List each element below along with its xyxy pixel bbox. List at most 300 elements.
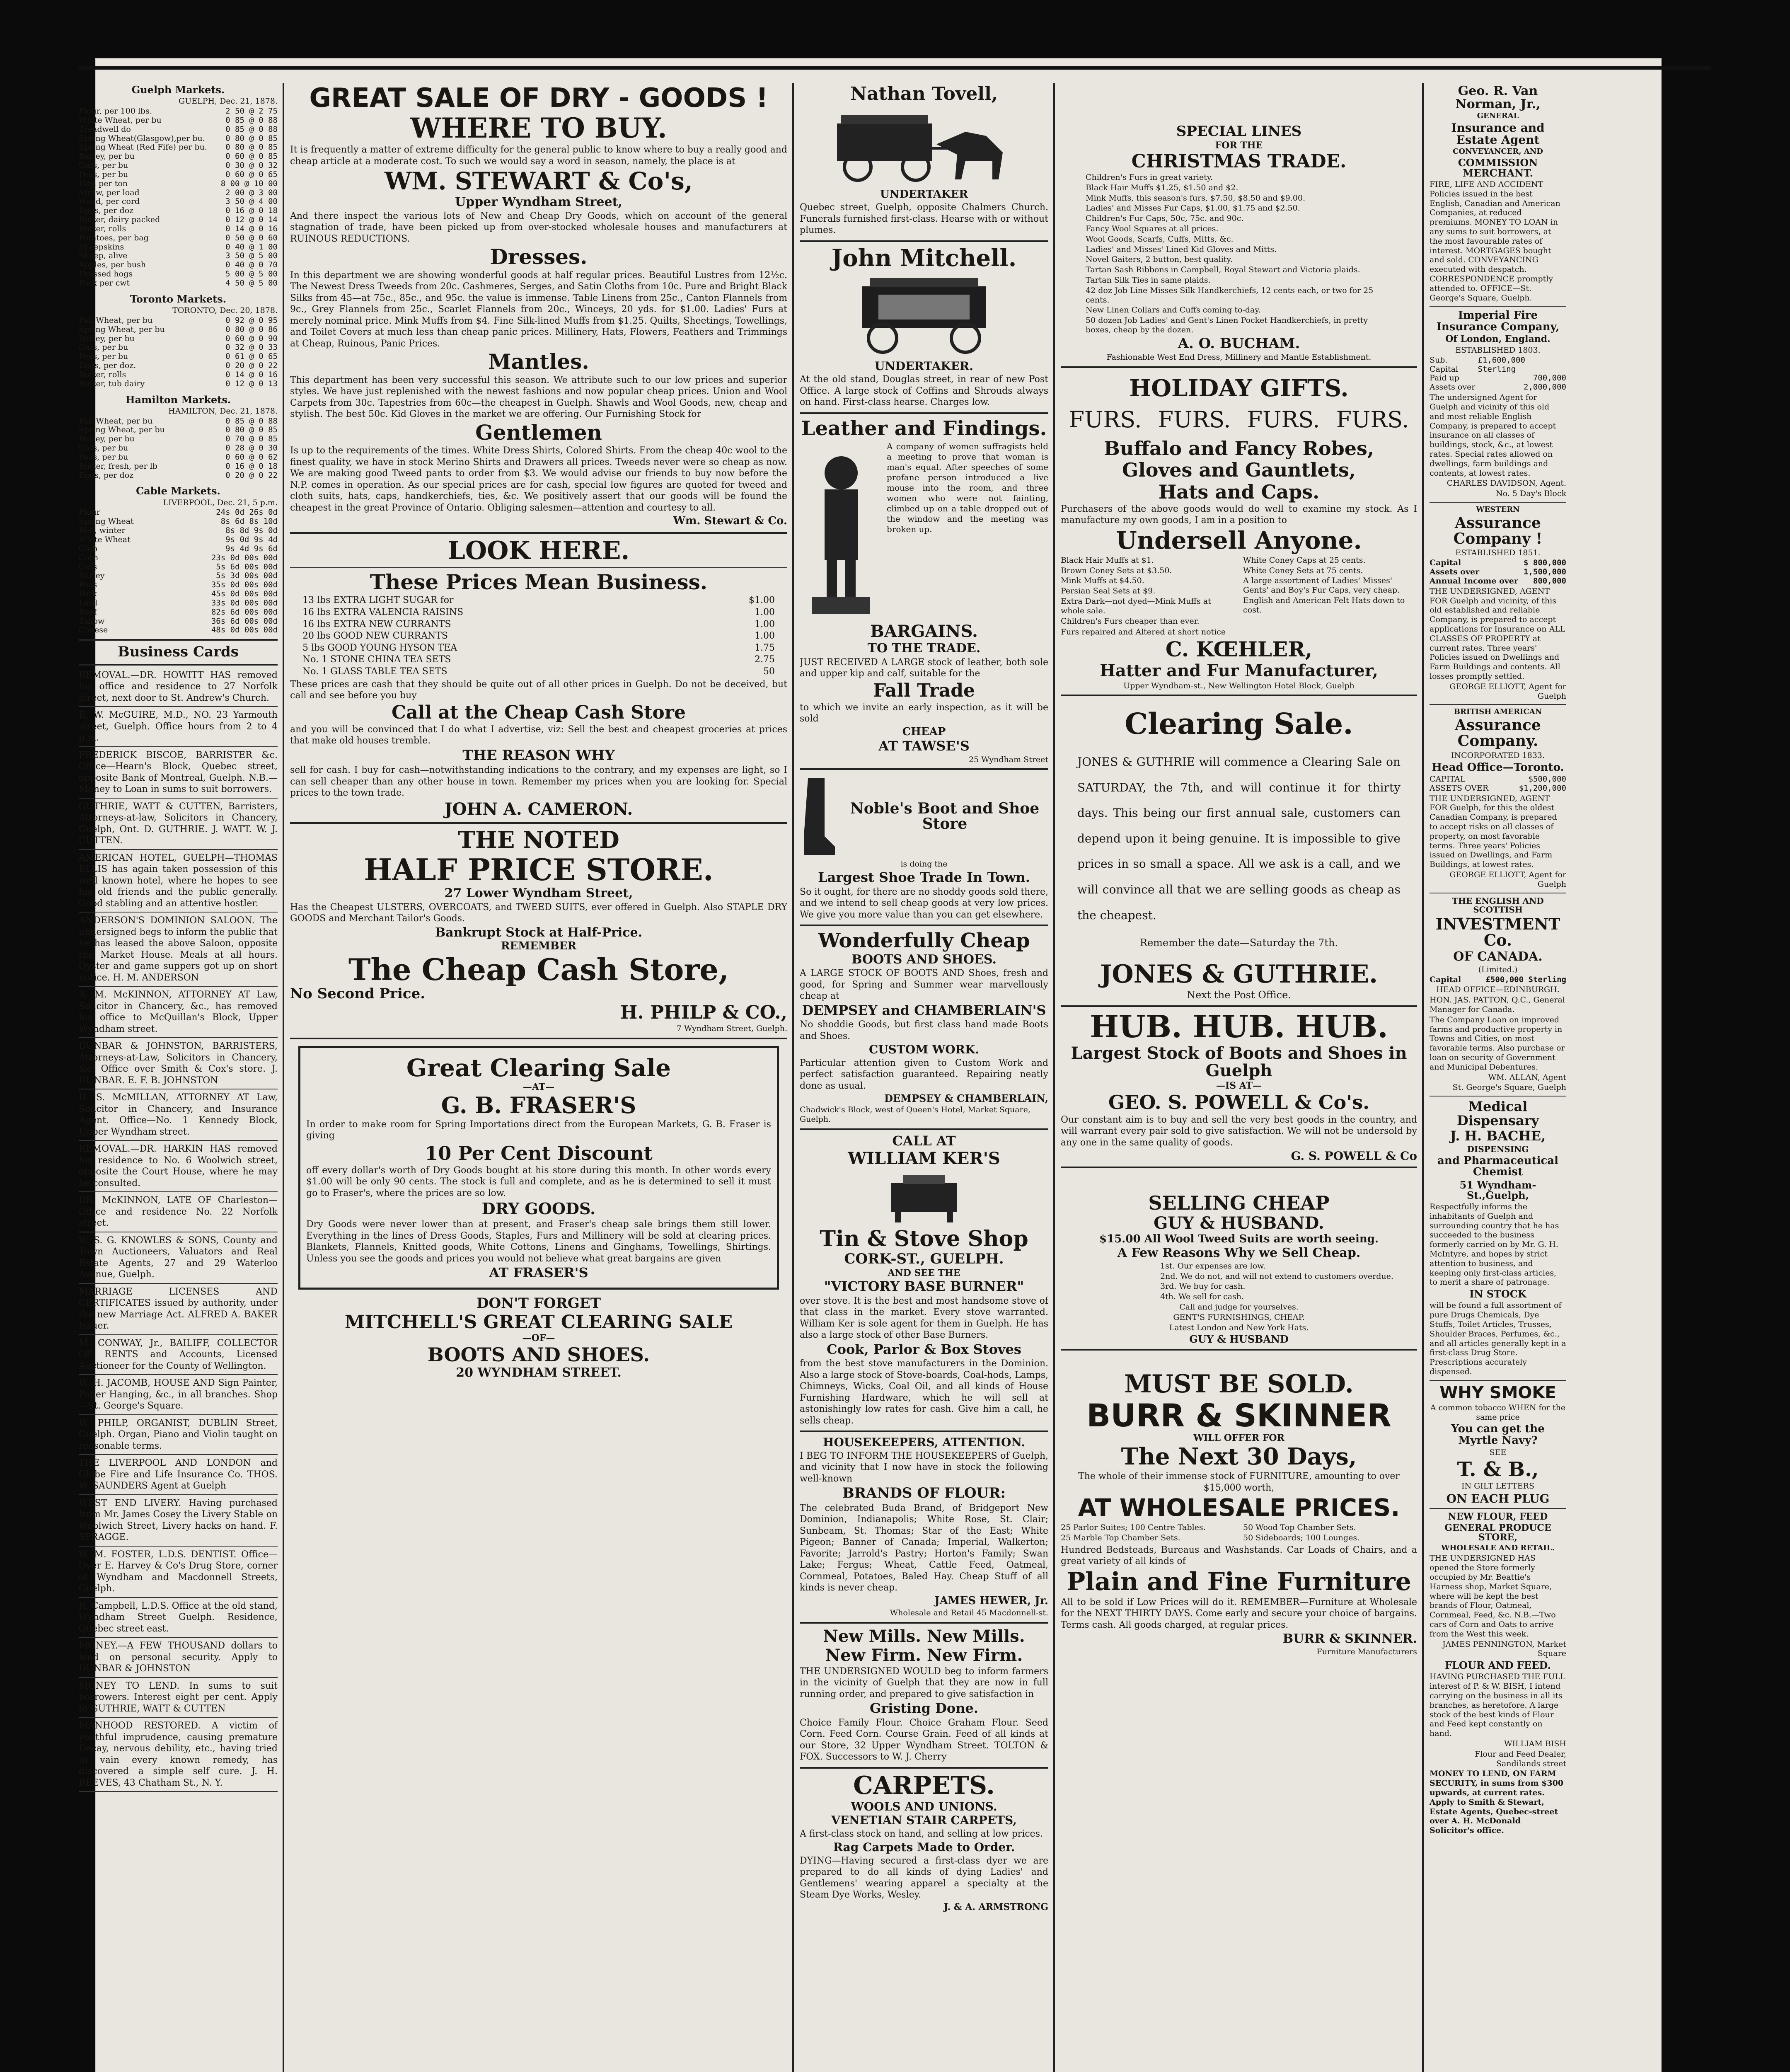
toronto-markets-title: Toronto Markets. — [130, 293, 227, 305]
market-row: Spring Wheat 8s 6d 8s 10d — [79, 517, 278, 526]
burr-more: Hundred Bedsteads, Bureaus and Washstands. Car Loads of Chairs, and a great variety of all kinds of — [1061, 1544, 1417, 1567]
general-label: GENERAL — [1477, 111, 1519, 120]
burr-signature: BURR & SKINNER. — [1282, 1631, 1417, 1646]
column-rule — [283, 83, 284, 2072]
victory-text: over stove. It is the best and most handsome stove of that class in the market. Every stove warranted. William Ker is sole agent for them in Guelph. He has also a large stock of other Base Burners. — [800, 1295, 1048, 1341]
investment-co: INVESTMENT Co. — [1435, 914, 1560, 950]
furs-label: FURS. — [1247, 407, 1320, 433]
money-to-lend-text: MONEY TO LEND, ON FARM SECURITY, in sums from $300 upwards, at current rates. Apply to Smith & Stewart, Estate Agents, Quebec-street over A. H. McDonald Solicitor's office. — [1430, 1769, 1564, 1835]
noble-largest: Largest Shoe Trade In Town. — [818, 869, 1030, 886]
koehler-item: English and American Felt Hats down to cost. — [1243, 595, 1405, 615]
fraser-name: G. B. FRASER'S — [441, 1092, 636, 1118]
cork-street: CORK-ST., GUELPH. — [844, 1251, 1004, 1268]
column-rule — [1422, 83, 1424, 2072]
market-row: Flour, per 100 lbs. 2 50 @ 2 75 — [79, 106, 278, 116]
tovell-name: Nathan Tovell, — [850, 83, 998, 104]
undersell-anyone: Undersell Anyone. — [1116, 526, 1362, 554]
furs-label: FURS. — [1336, 407, 1409, 433]
gentlemen-text: Is up to the requirements of the times. White Dress Shirts, Colored Shirts. From the cheap 40c wool to the finest quality, we have in stock Merino Shirts and Drawers all prices. Tweeds never were so cheap as now. We are making good Tweed pants to order from $3. We would advise our friends to buy now before the N.P. comes in operation. As our special prices are for cash, special low figures are quoted for tweed and cloth suits, hats, caps, handkerchiefs, ties, &c. We positively assert that our goods will be found the cheapest in the great Province of Ontario. Obliging salesmen—attention and courtesy to all. — [290, 445, 787, 513]
column-dry-goods — [290, 83, 787, 1381]
fraser-ad-box — [298, 1046, 779, 1290]
few-reasons: A Few Reasons Why we Sell Cheap. — [1117, 1246, 1361, 1261]
davidson-address: No. 5 Day's Block — [1496, 489, 1566, 499]
must-be-sold: MUST BE SOLD. — [1124, 1369, 1354, 1399]
mantles-heading: Mantles. — [488, 349, 589, 374]
british-incorporated: INCORPORATED 1833. — [1451, 750, 1545, 760]
tawse-address: 25 Wyndham Street — [969, 755, 1048, 764]
market-row: Butter, rolls 0 14 @ 0 16 — [79, 370, 278, 379]
koehler-item: White Coney Sets at 75 cents. — [1243, 566, 1363, 575]
bankrupt-stock: Bankrupt Stock at Half-Price. — [435, 925, 643, 940]
business-card: R. Campbell, L.D.S. Office at the old stand, Wyndham Street Guelph. Residence, Quebec street east. — [79, 1600, 278, 1638]
toronto-markets-table — [79, 316, 278, 389]
column-insurance — [1430, 83, 1566, 1836]
koehler-item: Black Hair Muffs at $1. — [1061, 555, 1154, 565]
limited: (Limited.) — [1478, 965, 1518, 974]
christmas-line: Children's Fur Caps, 50c, 75c. and 90c. — [1086, 214, 1244, 223]
western-established: ESTABLISHED 1851. — [1455, 548, 1541, 558]
burr-text: The whole of their immense stock of FURNITURE, amounting to over $15,000 worth, — [1078, 1471, 1400, 1493]
business-card: M. CONWAY, Jr., BAILIFF, COLLECTOR OF RENTS and Accounts, Licensed Auctioneer for the County of Wellington. — [79, 1338, 278, 1375]
reason-item: 2nd. We do not, and will not extend to customers overdue. — [1160, 1271, 1393, 1281]
business-card: E. W. McGUIRE, M.D., NO. 23 Yarmouth street, Guelph. Office hours from 2 to 4 p.m. — [79, 709, 278, 747]
market-row: Spring Wheat(Glasgow),per bu. 0 80 @ 0 85 — [79, 133, 278, 143]
market-row: Peas, per bu 0 60 @ 0 62 — [79, 452, 278, 462]
conveyancer: CONVEYANCER, AND — [1453, 147, 1543, 156]
burr-right-list — [1243, 1522, 1417, 1544]
furniture-item: 25 Parlor Suites; 100 Centre Tables. — [1061, 1523, 1206, 1532]
fraser-heading: Great Clearing Sale — [406, 1053, 671, 1082]
no-second-price: No Second Price. — [290, 985, 426, 1002]
market-row: Peas, per bu 0 61 @ 0 65 — [79, 352, 278, 361]
price-row: 16 lbs EXTRA VALENCIA RAISINS 1.00 — [302, 607, 775, 617]
market-row: Dressed hogs 5 00 @ 5 00 — [79, 269, 278, 279]
business-card: A. M. McKINNON, ATTORNEY AT Law, Solicitor in Chancery, &c., has removed his office to McQuillan's Block, Upper Wyndham street. — [79, 989, 278, 1038]
dresses-heading: Dresses. — [490, 244, 588, 269]
market-row: Butter, fresh, per lb 0 16 @ 0 18 — [79, 461, 278, 471]
koehler-item: Children's Furs cheaper than ever. — [1061, 616, 1200, 626]
market-row: Spring Wheat, per bu 0 80 @ 0 85 — [79, 425, 278, 435]
prices-note: These prices are cash that they should be quite out of all other prices in Guelph. Do not be deceived, but call and see before you buy — [290, 679, 787, 701]
elliott-agent-2: GEORGE ELLIOTT, Agent for Guelph — [1449, 870, 1566, 889]
victory-base-burner: "VICTORY BASE BURNER" — [824, 1278, 1024, 1294]
business-card: DR. McKINNON, LATE OF Charleston—Office and residence No. 22 Norfolk street. — [79, 1195, 278, 1232]
market-row: Straw, per load 2 00 @ 3 00 — [79, 188, 278, 197]
carpets-heading: CARPETS. — [853, 1771, 995, 1800]
in-stock-text: will be found a full assortment of pure Drugs Chemicals, Dye Stuffs, Toilet Articles, Trusses, Shoulder Braces, Perfumes, &c., and all articles generally kept in a first-class Drug Store. Prescriptions accurately dispensed. — [1430, 1301, 1566, 1376]
furniture-item: 25 Marble Top Chamber Sets. — [1061, 1533, 1180, 1542]
fraser-intro: In order to make room for Spring Importations direct from the European Markets, G. B. Fraser is giving — [306, 1119, 771, 1141]
stewart-banner: GREAT SALE OF DRY - GOODS ! — [309, 83, 768, 114]
mitchell-name: John Mitchell. — [831, 244, 1017, 272]
and-see-label: AND SEE THE — [888, 1267, 960, 1278]
fraser-at: —AT— — [522, 1081, 555, 1092]
business-card: W. H. JACOMB, HOUSE AND Sign Painter, Paper Hanging, &c., in all branches. Shop—St. George's Square. — [79, 1377, 278, 1415]
business-card: FREDERICK BISCOE, BARRISTER &c. Office—Hearn's Block, Quebec street, opposite Bank of Montreal, Guelph. N.B.—Money to Loan in sums to suit borrowers. — [79, 750, 278, 799]
produce-text: THE UNDERSIGNED HAS opened the Store formerly occupied by Mr. Beattie's Harness shop, Market Square, where will be kept the best brands of Flour, Oatmeal, Cornmeal, Feed, &c. N.B.—Two cars of Corn and Oats to arrive from the West this week. — [1430, 1554, 1556, 1639]
market-row: White Wheat 9s 0d 9s 4d — [79, 535, 278, 544]
christmas-line: Black Hair Muffs $1.25, $1.50 and $2. — [1086, 183, 1238, 192]
special-lines: SPECIAL LINES — [1176, 123, 1302, 140]
new-firm: New Firm. New Firm. — [825, 1645, 1023, 1665]
koehler-title: Hatter and Fur Manufacturer, — [1100, 661, 1378, 680]
mitchell-clearing-sale: MITCHELL'S GREAT CLEARING SALE — [344, 1311, 733, 1333]
fraser-at-2: AT FRASER'S — [489, 1265, 588, 1281]
call-and-judge: Call and judge for yourselves. — [1179, 1302, 1299, 1312]
bache-address: 51 Wyndham-St.,Guelph, — [1459, 1179, 1536, 1201]
stove-icon — [800, 1171, 1048, 1225]
capital-row: ASSETS OVER $1,200,000 — [1430, 783, 1566, 793]
business-cards-title: Business Cards — [118, 644, 239, 661]
noted-heading: THE NOTED — [458, 826, 619, 854]
venetian-text: A first-class stock on hand, and selling at low prices. — [800, 1828, 1043, 1839]
buffalo-robes: Buffalo and Fancy Robes, — [1104, 437, 1374, 460]
business-card: MARRIAGE LICENSES AND CERTIFICATES issued by authority, under the new Marriage Act. ALFRED A. BAKER Issuer. — [79, 1286, 278, 1335]
pharmaceutical-chemist: and Pharmaceutical Chemist — [1437, 1155, 1559, 1179]
gentlemen-heading: Gentlemen — [475, 420, 602, 445]
market-row: Eggs, per doz 0 16 @ 0 18 — [79, 206, 278, 215]
british-capital-table — [1430, 775, 1566, 793]
investment-capital-row: Capital £500,000 Sterling — [1430, 975, 1566, 984]
christmas-line: Mink Muffs, this season's furs, $7.50, $8.50 and $9.00. — [1086, 193, 1306, 203]
koehler-left-list — [1061, 555, 1235, 627]
latest-hats: Latest London and New York Hats. — [1169, 1323, 1309, 1332]
boots-shoes-label: BOOTS AND SHOES. — [851, 952, 997, 967]
of-canada: OF CANADA. — [1453, 949, 1543, 964]
christmas-line: Tartan Sash Ribbons in Campbell, Royal Stewart and Victoria plaids. — [1086, 265, 1360, 275]
hamilton-markets-title: Hamilton Markets. — [125, 393, 231, 406]
business-card: REMOVAL.—DR. HARKIN HAS removed his residence to No. 6 Woolwich street, opposite the Court House, where he may be consulted. — [79, 1143, 278, 1192]
business-card: MANHOOD RESTORED. A victim of youthful imprudence, causing premature Decay, nervous debility, etc., having tried in vain every known remedy, has discovered a simple self cure. J. H. REEVES, 43 Chatham St., N. Y. — [79, 1720, 278, 1792]
market-row: Flour 24s 0d 26s 0d — [79, 508, 278, 517]
christmas-line: Novel Gaiters, 2 button, best quality. — [1086, 255, 1233, 264]
market-row: Fall Wheat, per bu 0 92 @ 0 95 — [79, 315, 278, 325]
capital-row: CAPITAL $500,000 — [1430, 774, 1566, 784]
tawse-text: JUST RECEIVED A LARGE stock of leather, both sole and upper kip and calf, suitable for the — [800, 657, 1048, 679]
mitchell-address: 20 WYNDHAM STREET. — [456, 1365, 622, 1380]
brands-of-flour: BRANDS OF FLOUR: — [842, 1485, 1006, 1502]
bish-name: WILLIAM BISH — [1504, 1739, 1566, 1748]
market-row: Oats, per bu 0 30 @ 0 32 — [79, 161, 278, 170]
reason-item: 1st. Our expenses are low. — [1160, 1261, 1266, 1271]
british-text: THE UNDERSIGNED, AGENT FOR Guelph, for this the oldest Canadian Company, is prepared to accept risks on all classes of property, on most favorable terms. Three years' Policies issued on Dwellings, and Farm Buildings, at lowest rates. — [1430, 794, 1557, 869]
will-offer: WILL OFFER FOR — [1193, 1433, 1284, 1444]
koehler-item: Persian Seal Sets at $9. — [1061, 586, 1156, 596]
market-row: Beef 82s 6d 00s 00d — [79, 607, 278, 617]
price-row: 20 lbs GOOD NEW CURRANTS 1.00 — [302, 631, 775, 641]
fire-life-text: FIRE, LIFE AND ACCIDENT Policies issued in the best English, Canadian and American Companies, at reduced premiums. MONEY TO LOAN in any sums to suit borrowers, at the most favourable rates of interest. MORTGAGES bought and sold. CONVEYANCING executed with despatch. CORRESPONDENCE promptly attended to. OFFICE—St. George's Square, Guelph. — [1430, 179, 1560, 303]
imperial-established: ESTABLISHED 1803. — [1455, 345, 1541, 355]
christmas-line: Wool Goods, Scarfs, Cuffs, Mitts, &c. — [1086, 234, 1234, 244]
selling-cheap: SELLING CHEAP — [1148, 1191, 1330, 1214]
column-rule — [1053, 83, 1055, 2072]
dispensing-label: DISPENSING — [1467, 1144, 1529, 1154]
remember-label: REMEMBER — [501, 940, 577, 953]
cheap-cash-store-title: The Cheap Cash Store, — [348, 951, 729, 987]
gents-furnishings: GENT'S FURNISHINGS, CHEAP. — [1173, 1312, 1305, 1322]
business-card: W. S. G. KNOWLES & SONS, County and Town Auctioneers, Valuators and Real Estate Agents, 27 and 29 Waterloo Avenue, Guelph. — [79, 1235, 278, 1284]
column-markets-cards — [79, 83, 278, 1794]
british-assurance: Assurance Company. — [1455, 716, 1541, 750]
column-undertakers-stores — [800, 83, 1048, 1914]
call-at-label: CALL AT — [892, 1133, 956, 1149]
fraser-discount: 10 Per Cent Discount — [425, 1142, 653, 1164]
hearse-carriage-icon — [800, 107, 1048, 186]
business-card: GUTHRIE, WATT & CUTTEN, Barristers, Attorneys-at-law, Solicitors in Chancery, Guelph, Ont. D. GUTHRIE. J. WATT. W. J. CUTTEN. — [79, 801, 278, 850]
powell-text: Our constant aim is to buy and sell the very best goods in the country, and will warrant every pair sold to give satisfaction. We will not be undersold by any one in the same quality of goods. — [1061, 1114, 1417, 1148]
guy-husband: GUY & HUSBAND. — [1154, 1213, 1324, 1233]
koehler-item: Brown Coney Sets at $3.50. — [1061, 566, 1172, 575]
custom-work-heading: CUSTOM WORK. — [868, 1043, 980, 1057]
market-row: Lard 33s 0d 00s 00d — [79, 598, 278, 608]
hats-caps: Hats and Caps. — [1158, 480, 1320, 503]
market-row: Barley 5s 3d 00s 00d — [79, 571, 278, 581]
market-row: White Wheat, per bu 0 85 @ 0 88 — [79, 115, 278, 125]
western-label: WESTERN — [1476, 505, 1520, 514]
capital-row: Assets over 1,500,000 — [1430, 567, 1566, 577]
market-row: Club 9s 4d 9s 6d — [79, 544, 278, 553]
dresses-text: In this department we are showing wonderful goods at half regular prices. Beautiful Lustres from 12½c. The Newest Dress Tweeds from 20c. Cashmeres, Serges, and Satin Cloths from 10c. Pure and Bright Black Silks from 45—at 75c., 85c., and 95c. the value is immense. Table Linens from 25c., Canton Flannels from 9c., Grey Flannels from 25c., Scarlet Flannels from 20c., Winceys, 20 yds. for $1.00. Ladies' Furs at merely nominal price. Mink Muffs from $4. Fine Silk-lined Muffs from $1.25. Quilts, Sheetings, Towellings, and Toilet Covers at much less than cheap panic prices. Millinery, Hats, Flowers, Feathers and Trimmings at Cheap, Ruinous, Panic Prices. — [290, 270, 787, 349]
new-flour-feed: NEW FLOUR, FEED — [1448, 1511, 1548, 1523]
christmas-line: Fancy Wool Squares at all prices. — [1086, 224, 1219, 233]
christmas-trade: CHRISTMAS TRADE. — [1131, 150, 1347, 172]
rag-carpets: Rag Carpets Made to Order. — [833, 1840, 1015, 1854]
business-cards-list — [79, 670, 278, 1792]
christmas-line: Tartan Silk Ties in same plaids. — [1086, 275, 1211, 285]
market-row: Red, winter 8s 8d 9s 0d — [79, 526, 278, 535]
mills-text: THE UNDERSIGNED WOULD beg to inform farmers in the vicinity of Guelph that they are now in full running order, and prepared to give satisfaction in — [800, 1666, 1048, 1699]
cheap-cash-store-heading: Call at the Cheap Cash Store — [392, 702, 686, 723]
column-rule — [792, 83, 794, 2072]
market-row: Butter, rolls 0 14 @ 0 16 — [79, 224, 278, 233]
business-card: W. PHILP, ORGANIST, DUBLIN Street, Guelph. Organ, Piano and Violin taught on reasonable terms. — [79, 1418, 278, 1455]
business-card: REMOVAL.—DR. HOWITT HAS removed his office and residence to 27 Norfolk street, next door to St. Andrew's Church. — [79, 670, 278, 707]
clearing-text: JONES & GUTHRIE will commence a Clearing Sale on SATURDAY, the 7th, and will continue it for thirty days. This being our first annual sale, customers can depend upon it being genuine. It is impossible to give prices in so small a space. All we ask is a call, and we will convince all that we are selling goods as cheap as the cheapest. — [1077, 755, 1401, 922]
stewart-street: Upper Wyndham Street, — [455, 195, 622, 210]
tweed-suits: $15.00 All Wool Tweed Suits are worth seeing. — [1099, 1232, 1379, 1245]
market-row: Barley, per bu 0 60 @ 0 85 — [79, 152, 278, 161]
western-assurance: Assurance Company ! — [1453, 514, 1543, 547]
wonderfully-cheap: Wonderfully Cheap — [818, 929, 1030, 953]
man-figure-icon — [800, 444, 883, 618]
cook-parlor-heading: Cook, Parlor & Box Stoves — [827, 1341, 1021, 1357]
market-row: Oats, per bu 0 32 @ 0 33 — [79, 343, 278, 352]
dempsey-text: A LARGE STOCK OF BOOTS AND Shoes, fresh and good, for Spring and Summer wear marvellously cheap at — [800, 968, 1048, 1002]
philp-name: H. PHILP & CO., — [620, 1002, 787, 1023]
mantles-text: This department has been very successful this season. We attribute such to our low prices and superior styles. We have just replenished with the newest fashions and now popular cheap prices. Union and Wool Carpets from 30c. Tapestries from 60c—the cheapest in Guelph. Shawls and Wool Goods, new, cheap and stylish. The best 50c. Kid Gloves in the market we are offering. Our Furnishing Stock for — [290, 375, 787, 420]
investment-text: The Company Loan on improved farms and productive property in Towns and Cities, on most favorable terms. Also purchase or loan on security of Government and Municipal Debentures. — [1430, 1015, 1565, 1072]
market-row: Butter, dairy packed 0 12 @ 0 14 — [79, 215, 278, 225]
tin-stove-heading: Tin & Stove Shop — [820, 1226, 1028, 1251]
western-text: THE UNDERSIGNED, AGENT FOR Guelph and vicinity, of this old established and reliable Company, is prepared to accept applications for Insurance on ALL CLASSES OF PROPERTY at current rates. Three years' Policies issued on Dwellings and Farm Buildings and contents. All losses promptly settled. — [1430, 586, 1565, 681]
armstrong-name: J. & A. ARMSTRONG — [943, 1901, 1048, 1912]
brands-text: The celebrated Buda Brand, of Bridgeport New Dominion, Indianapolis; White Rose, St. Clair; Sunbeam, St. Thomas; Star of the East; White Pigeon; Banner of Canada; Imperial, Walkerton; Favorite; Jarrold's Pastry; Horton's Family; Swan Lake; Fergus; Wheat, Cattle Feed, Oatmeal, Cornmeal, Potatoes, Baled Hay. Cheap Stuff of all kinds is never cheap. — [800, 1503, 1048, 1593]
dempsey-name: DEMPSEY and CHAMBERLAIN'S — [802, 1002, 1046, 1018]
burr-manufacturers: Furniture Manufacturers — [1316, 1647, 1417, 1656]
market-row: Cheese 48s 0d 00s 00d — [79, 625, 278, 635]
philp-address: 7 Wyndham Street, Guelph. — [676, 1024, 787, 1034]
bish-address: Flour and Feed Dealer, Sandilands street — [1475, 1749, 1566, 1768]
next-post-office: Next the Post Office. — [1187, 989, 1291, 1001]
clearing-sale-heading: Clearing Sale. — [1125, 707, 1353, 741]
largest-stock: Largest Stock of Boots and Shoes in Guelph — [1071, 1043, 1407, 1081]
head-office-toronto: Head Office—Toronto. — [1432, 761, 1564, 774]
boot-icon — [800, 774, 837, 859]
half-price-store-heading: HALF PRICE STORE. — [364, 852, 714, 887]
fall-trade-heading: Fall Trade — [873, 680, 975, 701]
koehler-item: Extra Dark—not dyed—Mink Muffs at whole sale. — [1061, 596, 1211, 615]
english-scottish: THE ENGLISH AND SCOTTISH — [1452, 896, 1544, 915]
bish-text: HAVING PURCHASED THE FULL interest of P. & W. BISH, I intend carrying on the business in all its branches, as heretofore. A large stock of the best kinds of Flour and Feed kept constantly on hand. — [1430, 1672, 1565, 1738]
wholesale-prices: AT WHOLESALE PRICES. — [1078, 1493, 1400, 1522]
market-row: Apples, per bush 0 40 @ 0 70 — [79, 260, 278, 270]
imperial-fire: Imperial Fire Insurance Company, — [1436, 309, 1560, 333]
reason-text-2: sell for cash. I buy for cash—notwithstanding indications to the contrary, and my expenses are light, so I can sell cheaper than any other house in town. Remember my prices when you are looking for. Special prices to the town trade. — [290, 765, 787, 799]
column-holiday-goods — [1061, 83, 1417, 1658]
furs-repaired: Furs repaired and Altered at short notice — [1061, 627, 1226, 637]
top-rule — [79, 66, 1711, 70]
price-row: 16 lbs EXTRA NEW CURRANTS 1.00 — [302, 619, 775, 629]
see-label: SEE — [1489, 1447, 1507, 1457]
custom-work-text: Particular attention given to Custom Work and perfect satisfaction guaranteed. Repairing neatly done as usual. — [800, 1058, 1048, 1091]
market-row: Oats, per bu 0 28 @ 0 30 — [79, 443, 278, 453]
british-american: BRITISH AMERICAN — [1454, 707, 1542, 716]
noble-sub: is doing the — [900, 859, 948, 869]
hamilton-markets-date: HAMILTON, Dec. 21, 1878. — [168, 406, 278, 416]
housekeepers-heading: HOUSEKEEPERS, ATTENTION. — [823, 1435, 1025, 1450]
medical-dispensary: Medical Dispensary — [1456, 1099, 1539, 1128]
reason-text: and you will be convinced that I do what I advertise, viz: Sell the best and cheapest groceries at prices that make old houses tremble. — [290, 724, 787, 746]
powell-name: GEO. S. POWELL & Co's. — [1108, 1091, 1370, 1114]
dempsey-signature: DEMPSEY & CHAMBERLAIN, — [884, 1092, 1048, 1105]
koehler-item: Mink Muffs at $4.50. — [1061, 576, 1144, 586]
business-card: MONEY.—A FEW THOUSAND dollars to lend on personal security. Apply to DUNBAR & JOHNSTON — [79, 1640, 278, 1678]
koehler-text: Purchasers of the above goods would do well to examine my stock. As I manufacture my own goods, I am in a position to — [1061, 503, 1417, 526]
wholesale-retail: WHOLESALE AND RETAIL. — [1441, 1543, 1555, 1552]
christmas-line: Ladies' and Misses Fur Caps, $1.00, $1.75 and $2.50. — [1086, 203, 1300, 213]
christmas-line: Ladies' and Misses' Lined Kid Gloves and Mitts. — [1086, 244, 1277, 254]
furs-label: FURS. — [1069, 407, 1142, 433]
bucham-name: A. O. BUCHAM. — [1178, 335, 1300, 352]
insurance-agent: Insurance and Estate Agent — [1451, 121, 1545, 147]
gristing-text: Choice Family Flour. Choice Graham Flour. Seed Corn. Feed Corn. Course Grain. Feed of all kinds at our Store, 32 Upper Wyndham Street. TOLTON & FOX. Successors to W. J. Cherry — [800, 1717, 1048, 1762]
stewart-paragraph: And there inspect the various lots of New and Cheap Dry Goods, which on account of the general stagnation of trade, have been picked up from over-stocked wholesale houses and manufacturers at RUINOUS REDUCTIONS. — [290, 211, 787, 244]
market-row: Pork 45s 0d 00s 00d — [79, 589, 278, 599]
market-row: Treadwell do 0 85 @ 0 88 — [79, 124, 278, 134]
market-row: Sheepskins 0 40 @ 1 00 — [79, 242, 278, 252]
capital-row: Capital $ 800,000 — [1430, 558, 1566, 568]
jones-guthrie: JONES & GUTHRIE. — [1100, 959, 1378, 989]
market-row: Pork per cwt 4 50 @ 5 00 — [79, 278, 278, 288]
christmas-line: 50 dozen Job Ladies' and Gent's Linen Pocket Handkerchiefs, in pretty boxes, cheap by the dozen. — [1086, 316, 1368, 334]
market-row: Barley, per bu 0 70 @ 0 85 — [79, 434, 278, 444]
hearse-icon — [800, 274, 1048, 357]
look-here-heading: LOOK HERE. — [448, 536, 630, 565]
market-row: Fall Wheat, per bu 0 85 @ 0 88 — [79, 416, 278, 426]
price-row: No. 1 STONE CHINA TEA SETS 2.75 — [302, 654, 775, 665]
cameron-signature: JOHN A. CAMERON. — [444, 799, 633, 819]
armstrong-text: DYING—Having secured a first-class dyer we are prepared to do all kinds of dying Ladies' and Gentlemens' wearing apparel a specialty at the Steam Dye Works, Wesley. — [800, 1855, 1048, 1900]
business-card: AMERICAN HOTEL, GUELPH—THOMAS ELLIS has again taken possession of this well known hotel, where he hopes to see his old friends and the public generally. Good stabling and an attentive hostler. — [79, 852, 278, 913]
market-row: Peas 35s 0d 00s 00d — [79, 580, 278, 590]
dry-goods-heading: DRY GOODS. — [481, 1199, 596, 1218]
cook-text: from the best stove manufacturers in the Dominion. Also a large stock of Stove-boards, Coal-hods, Lamps, Chimneys, Wicks, Coal Oil, and all kinds of House Furnishing Hardware, which he will sell at astonishingly low rates for cash. Give him a call, he sells cheap. — [800, 1358, 1048, 1426]
bache-name: J. H. BACHE, — [1450, 1128, 1546, 1144]
cable-markets-date: LIVERPOOL, Dec. 21, 5 p.m. — [163, 498, 278, 507]
fraser-text-2: Dry Goods were never lower than at present, and Fraser's cheap sale brings them still lower. Everything in the lines of Dress Goods, Staples, Furs and Millinery will be sold at clearing prices. Blankets, Flannels, Knitted goods, White Cottons, Linens and Ginghams, Towellings, Shirtings. Unless you see the goods and prices you would not believe what great bargains are given — [306, 1219, 771, 1264]
hewer-name: JAMES HEWER, Jr. — [934, 1594, 1048, 1607]
market-row: Corn 23s 0d 00s 00d — [79, 553, 278, 562]
price-row: 5 lbs GOOD YOUNG HYSON TEA 1.75 — [302, 642, 775, 653]
price-list — [290, 595, 787, 678]
dont-forget: DON'T FORGET — [477, 1295, 601, 1312]
stewart-name: WM. STEWART & Co's, — [385, 167, 693, 196]
tawse-name: AT TAWSE'S — [878, 738, 970, 754]
reason-why-heading: THE REASON WHY — [462, 747, 615, 764]
cheap-label: CHEAP — [902, 725, 946, 738]
market-row: Hay, per ton 8 00 @ 10 00 — [79, 179, 278, 188]
christmas-lines-list — [1061, 173, 1417, 335]
market-row: Peas, per bu 0 60 @ 0 65 — [79, 169, 278, 179]
hamilton-markets-table — [79, 417, 278, 480]
cable-markets-title: Cable Markets. — [136, 485, 220, 497]
koehler-right-list — [1243, 555, 1417, 627]
for-the: FOR THE — [1215, 140, 1263, 151]
business-card: DUNBAR & JOHNSTON, BARRISTERS, Attorneys-at-Law, Solicitors in Chancery, &c. Office over Smith & Cox's store. J. DUNBAR. E. F. B. JOHNSTON — [79, 1041, 278, 1089]
koehler-item: White Coney Caps at 25 cents. — [1243, 555, 1366, 565]
market-row: Sheep, alive 3 50 @ 5 00 — [79, 251, 278, 261]
christmas-line: Children's Furs in great variety. — [1086, 172, 1213, 182]
why-smoke-text: A common tobacco WHEN for the same price — [1430, 1403, 1566, 1422]
general-produce: GENERAL PRODUCE STORE, — [1444, 1523, 1551, 1543]
head-office-edinburgh: HEAD OFFICE—EDINBURGH. — [1436, 985, 1560, 995]
boots-and-shoes: BOOTS AND SHOES. — [427, 1343, 650, 1366]
gilt-letters: IN GILT LETTERS — [1461, 1481, 1534, 1491]
new-mills: New Mills. New Mills. — [823, 1626, 1025, 1646]
imperial-text: The undersigned Agent for Guelph and vicinity of this old and most reliable English Company, is prepared to accept insurance on all classes of buildings, stock, &c., at lowest rates. Special rates allowed on dwellings, farm buildings and contents, at lowest rates. — [1430, 393, 1556, 478]
undertaker-label-1: UNDERTAKER — [880, 188, 968, 201]
koehler-item: A large assortment of Ladies' Misses' Gents' and Boy's Fur Caps, very cheap. — [1243, 576, 1400, 595]
market-row: Wood, per cord 3 50 @ 4 00 — [79, 197, 278, 206]
burr-end: All to be sold if Low Prices will do it. REMEMBER—Furniture at Wholesale for the NEXT THIRTY DAYS. Come early and secure your choice of bargains. Terms cash. All goods charged, at regular prices. — [1061, 1597, 1417, 1630]
imperial-capital-table — [1430, 356, 1566, 392]
stewart-signature: Wm. Stewart & Co. — [673, 515, 787, 528]
in-stock: IN STOCK — [1469, 1288, 1526, 1300]
half-price-address: 27 Lower Wyndham Street, — [444, 886, 633, 901]
furniture-item: 50 Wood Top Chamber Sets. — [1243, 1523, 1356, 1532]
guy-husband-2: GUY & HUSBAND — [1189, 1333, 1289, 1346]
wools-unions: WOOLS AND UNIONS. — [851, 1799, 997, 1813]
tovell-text: Quebec street, Guelph, opposite Chalmers Church. Funerals furnished first-class. Hearse with or without plumes. — [800, 202, 1048, 236]
tawse-text-2: to which we invite an early inspection, as it will be sold — [800, 702, 1048, 724]
noble-heading: Noble's Boot and Shoe Store — [850, 799, 1040, 833]
of-london: Of London, England. — [1445, 333, 1551, 344]
hewer-address: Wholesale and Retail 45 Macdonnell-st. — [890, 1608, 1048, 1618]
plain-fine-furniture: Plain and Fine Furniture — [1067, 1567, 1411, 1596]
bargains-heading: BARGAINS. — [870, 622, 978, 641]
prices-heading: These Prices Mean Business. — [370, 569, 708, 594]
market-row: Oats 5s 6d 00s 00d — [79, 562, 278, 571]
furs-label: FURS. — [1158, 407, 1231, 433]
market-row: Tallow 36s 6d 00s 00d — [79, 616, 278, 626]
fraser-text: off every dollar's worth of Dry Goods bought at his store during this month. In other words every $1.00 will be only 90 cents. The stock is full and complete, and as he is determined to sell it must go to Fraser's, where the prices are so low. — [306, 1165, 771, 1198]
noble-text: So it ought, for there are no shoddy goods sold there, and we intend to sell cheap goods at very low prices. We give you more value than you can get elsewhere. — [800, 886, 1048, 920]
where-to-buy-heading: WHERE TO BUY. — [410, 112, 667, 145]
patton-manager: HON. JAS. PATTON, Q.C., General Manager for Canada. — [1430, 995, 1565, 1014]
gloves-gauntlets: Gloves and Gauntlets, — [1122, 459, 1356, 482]
capital-row: Assets over 2,000,000 — [1430, 382, 1566, 392]
furniture-item: 50 Sideboards; 100 Lounges. — [1243, 1533, 1360, 1542]
